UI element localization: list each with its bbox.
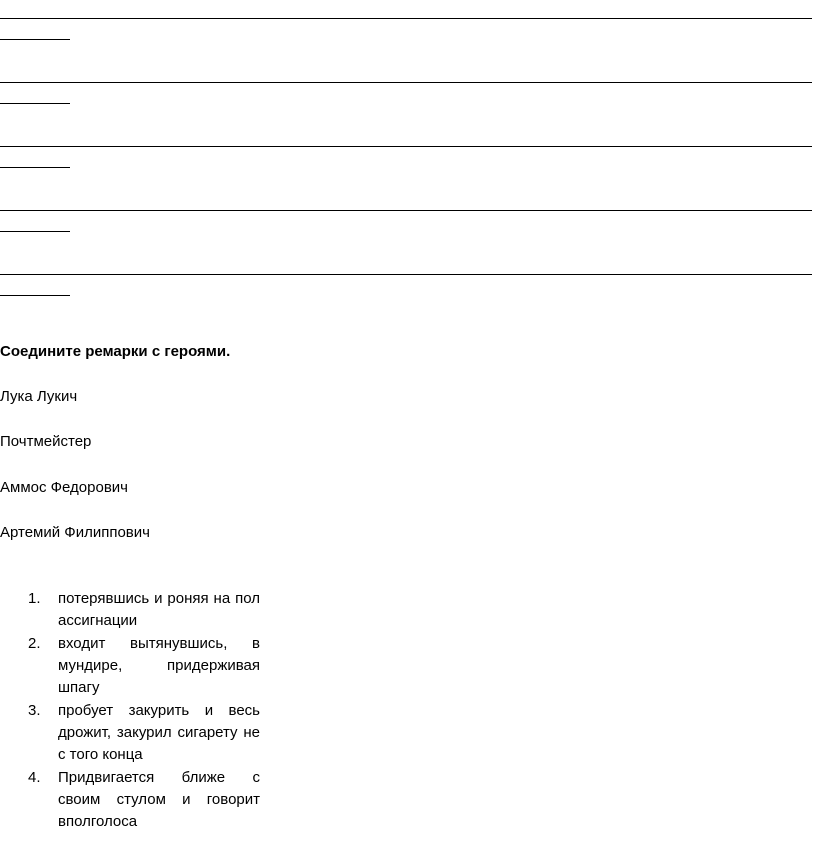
remark-number: 4. [28, 769, 41, 786]
task-heading: Соедините ремарки с героями. [0, 343, 231, 360]
remark-number: 2. [28, 635, 41, 652]
answer-line-short [0, 295, 70, 296]
remark-item [22, 588, 260, 632]
answer-line [0, 274, 812, 275]
hero-name: Артемий Филиппович [0, 524, 150, 541]
remark-item [22, 700, 260, 766]
answer-line [0, 210, 812, 211]
answer-line-short [0, 231, 70, 232]
remark-text: потерявшись и роняя на пол ассигнации [58, 590, 260, 629]
hero-name: Почтмейстер [0, 433, 92, 450]
answer-line-short [0, 167, 70, 168]
answer-line-short [0, 39, 70, 40]
remark-list [22, 588, 260, 834]
hero-name: Лука Лукич [0, 388, 78, 405]
hero-name: Аммос Федорович [0, 479, 128, 496]
remark-item [22, 633, 260, 699]
remark-text: пробует закурить и весь дрожит, закурил сигарету не с того конца [58, 702, 260, 763]
remark-text: Придвигается ближе с своим стулом и говорит вполголоса [58, 769, 260, 830]
remark-item [22, 767, 260, 833]
remark-number: 3. [28, 702, 41, 719]
remark-number: 1. [28, 590, 41, 607]
answer-line [0, 146, 812, 147]
answer-line [0, 18, 812, 19]
answer-line [0, 82, 812, 83]
remark-text: входит вытянувшись, в мундире, придерживая шпагу [58, 635, 260, 696]
answer-line-short [0, 103, 70, 104]
